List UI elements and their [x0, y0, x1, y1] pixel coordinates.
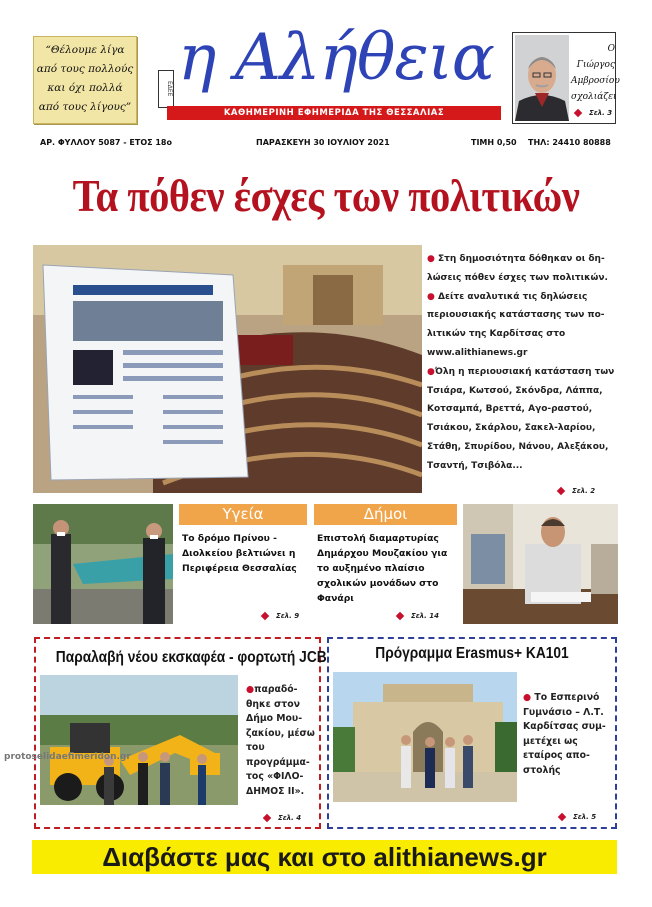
- columnist-box[interactable]: [512, 32, 620, 124]
- page-ref: Σελ. 9: [262, 612, 299, 620]
- jcb-story-text: ●παραδό-θηκε στον Δήμο Μου-ζακίου, μέσω του προγράμμα-τος «ΦΙΛΟ-ΔΗΜΟΣ ΙΙ».: [246, 684, 315, 797]
- diamond-icon: [261, 612, 269, 620]
- quote-line: από τους λίγους”: [38, 101, 132, 113]
- page-ref: Σελ. 14: [397, 612, 439, 620]
- issue-number: ΑΡ. ΦΥΛΛΟΥ 5087 - ΕΤΟΣ 18ο: [40, 138, 172, 147]
- road-photo[interactable]: [33, 504, 173, 624]
- diamond-icon: [557, 487, 565, 495]
- health-brief[interactable]: Το δρόμο Πρίνου - Διολκείου βελτιώνει η Περιφέρεια Θεσσαλίας: [182, 533, 297, 574]
- jcb-photo[interactable]: [40, 675, 238, 805]
- mayor-photo[interactable]: [463, 504, 618, 624]
- section-label-municipalities[interactable]: Δήμοι: [314, 504, 457, 525]
- diamond-icon: [396, 612, 404, 620]
- columnist-photo: [515, 35, 569, 121]
- source-watermark: protoselidaefimeridon.gr: [4, 752, 131, 762]
- erasmus-story-title[interactable]: Πρόγραμμα Erasmus+ KA101: [375, 645, 569, 662]
- main-story-text: [427, 250, 620, 476]
- jcb-story-box[interactable]: [34, 637, 327, 829]
- page-ref: Σελ. 3: [575, 109, 612, 117]
- erasmus-story-box[interactable]: [327, 637, 617, 829]
- bullet-item: ● Δείτε αναλυτικά τις δηλώσεις περιουσιακής κατάστασης των πο-λιτικών της Καρδίτσας στο www.alithianews.gr: [427, 291, 605, 358]
- diamond-icon: [574, 109, 582, 117]
- erasmus-photo[interactable]: [333, 672, 517, 802]
- columnist-text: [571, 41, 620, 105]
- publisher-seal: ΕΔΕΕ: [158, 70, 174, 108]
- quote-line: από τους πολλούς: [36, 63, 134, 75]
- issue-price: ΤΙΜΗ 0,50: [471, 138, 517, 147]
- bullet-icon: ●: [523, 692, 535, 703]
- page-ref: Σελ. 2: [558, 487, 595, 495]
- page-ref: Σελ. 4: [264, 814, 301, 822]
- columnist-line: σχολιάζει: [571, 92, 617, 102]
- quote-line: και όχι πολλά: [47, 82, 123, 94]
- phone-number: ΤΗΛ: 24410 80888: [528, 138, 611, 147]
- bullet-item: ● Στη δημοσιότητα δόθηκαν οι δη-λώσεις πόθεν έσχες των πολιτικών.: [427, 254, 608, 283]
- main-headline[interactable]: Τα πόθεν έσχες των πολιτικών: [72, 171, 580, 221]
- page-ref: Σελ. 5: [559, 813, 596, 821]
- columnist-line: Ο Γιώργος: [576, 44, 615, 70]
- bullet-item: ●Όλη η περιουσιακή κατάσταση των Τσιάρα, Κωτσού, Σκόνδρα, Λάππα, Κοτσαμπά, Βρεττά, Αγο-ραστού, Τσιάκου, Σκάρλου, Σακελ-λαρίου, Στάθη, Σπυρίδου, Νάνου, Αλεξάκου, Τσαντή, Τσιβόλα...: [427, 366, 615, 471]
- newspaper-subtitle: ΚΑΘΗΜΕΡΙΝΗ ΕΦΗΜΕΡΙΔΑ ΤΗΣ ΘΕΣΣΑΛΙΑΣ: [167, 106, 501, 120]
- section-label-health[interactable]: Υγεία: [179, 504, 307, 525]
- website-banner[interactable]: Διαβάστε μας και στο alithianews.gr: [32, 840, 617, 874]
- bullet-icon: ●: [246, 684, 255, 695]
- diamond-icon: [263, 814, 271, 822]
- quote-line: “Θέλουμε λίγα: [45, 44, 125, 56]
- newspaper-logo[interactable]: η Αλήθεια: [178, 21, 494, 95]
- issue-date: ΠΑΡΑΣΚΕΥΗ 30 ΙΟΥΛΙΟΥ 2021: [256, 138, 390, 147]
- bullet-icon: ●: [427, 254, 438, 264]
- municipalities-brief[interactable]: Επιστολή διαμαρτυρίας Δημάρχου Μουζακίου για το αυξημένο πλαίσιο σχολικών μονάδων στο Φανάρι: [317, 533, 448, 604]
- jcb-story-title[interactable]: Παραλαβή νέου εκσκαφέα - φορτωτή JCB: [55, 649, 327, 666]
- bullet-icon: ●: [427, 291, 438, 302]
- erasmus-story-text: ● Το Εσπερινό Γυμνάσιο – Λ.Τ. Καρδίτσας συμ-μετέχει ως εταίρος απο-στολής: [523, 692, 606, 776]
- bullet-icon: ●: [427, 366, 435, 377]
- parliament-photo[interactable]: [33, 245, 422, 493]
- columnist-line: Αμβροσίου: [571, 76, 620, 86]
- quote-box: [33, 36, 137, 124]
- diamond-icon: [558, 813, 566, 821]
